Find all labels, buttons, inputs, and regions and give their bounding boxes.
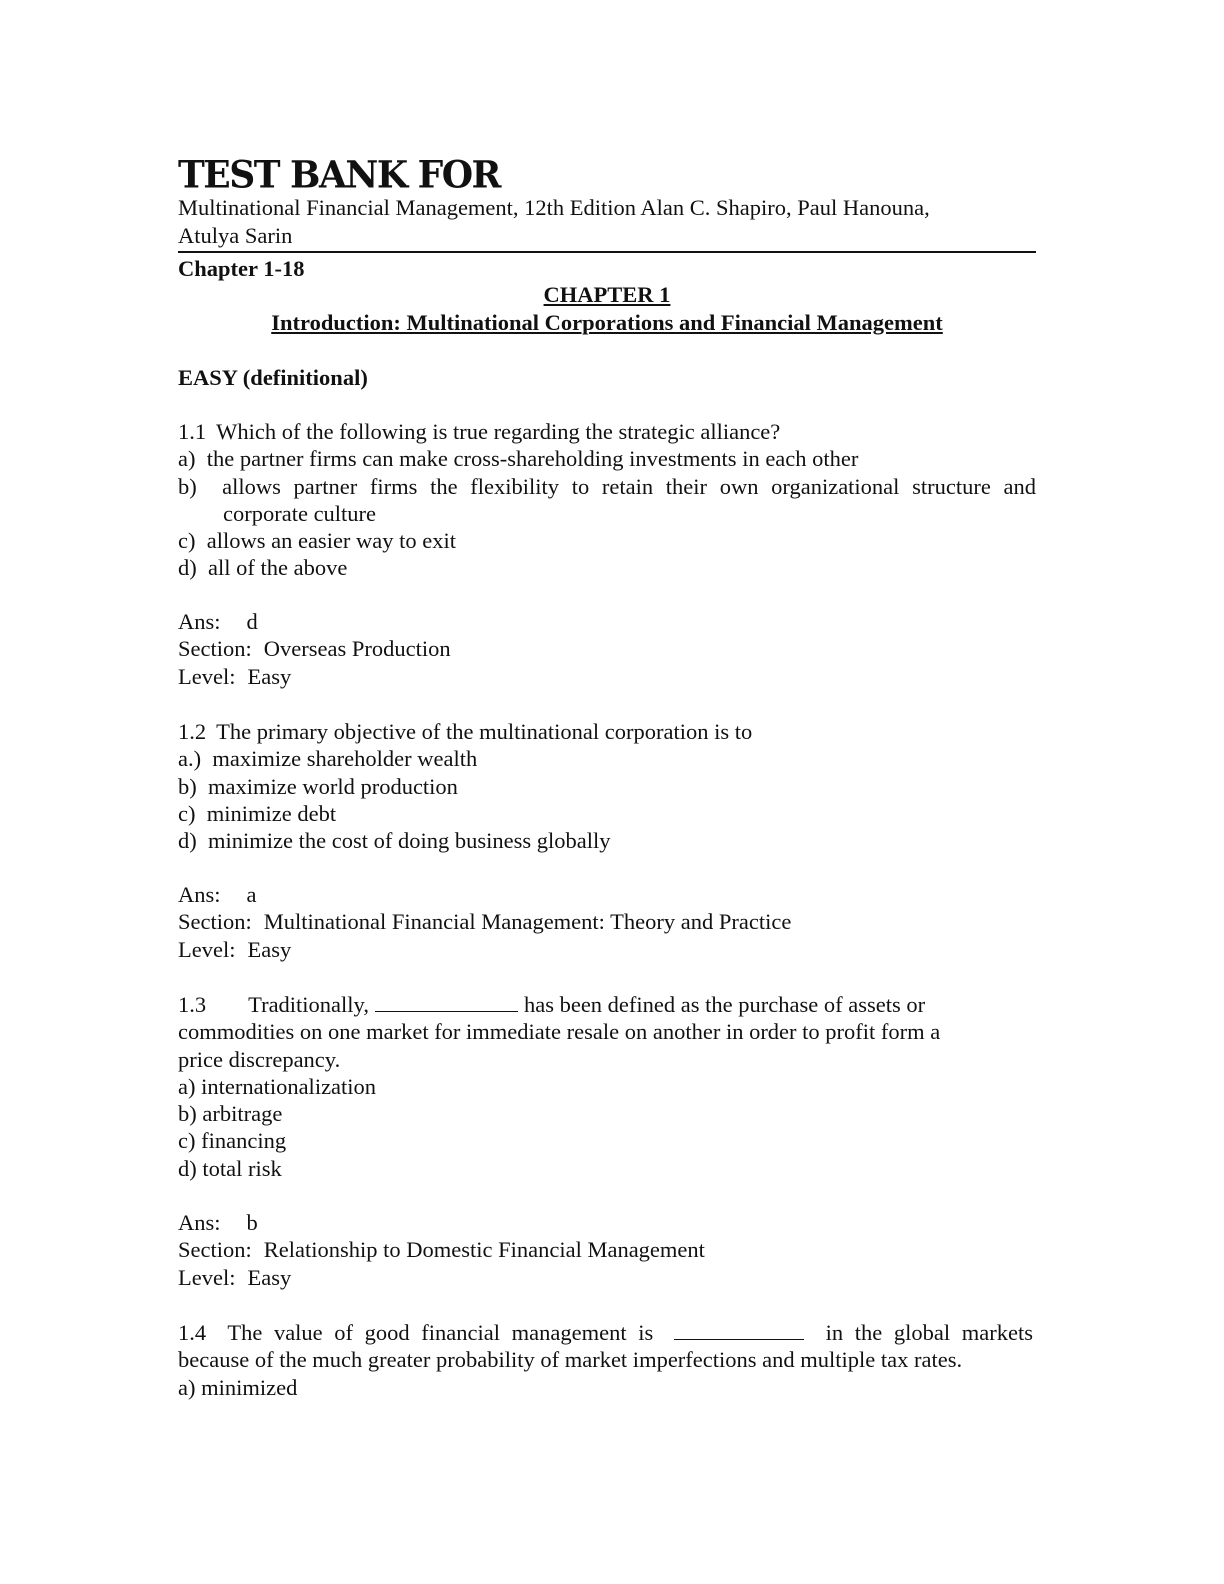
answer-line: Ans: d (178, 609, 258, 634)
answer-line: Ans: b (178, 1210, 258, 1235)
test-bank-title: TEST BANK FOR (178, 153, 500, 198)
question-number: 1.3 (178, 992, 207, 1017)
question-1-4 (178, 1319, 1036, 1401)
answer-option: a) internationalization (178, 1073, 377, 1099)
chapter-subtitle: Introduction: Multinational Corporations and Financial Management (271, 310, 943, 335)
question-number: 1.1 (178, 419, 207, 444)
answer-value: d (246, 609, 258, 634)
question-stem: 1.1 Which of the following is true regarding the strategic alliance? (178, 419, 781, 444)
answer-option: d) all of the above (178, 555, 348, 581)
question-1-2-meta (178, 881, 1036, 963)
answer-option: a.) maximize shareholder wealth (178, 746, 478, 772)
section-line: Section: Overseas Production (178, 636, 451, 662)
question-stem-line: price discrepancy. (178, 1046, 341, 1072)
fill-in-blank (375, 992, 518, 1012)
answer-line: Ans: a (178, 882, 257, 907)
answer-option: d) total risk (178, 1155, 282, 1181)
book-citation-line-2: Atulya Sarin (178, 223, 293, 248)
section-line: Section: Multinational Financial Management: Theory and Practice (178, 909, 792, 935)
question-stem: 1.3 Traditionally, has been defined as the purchase of assets or (178, 992, 926, 1017)
answer-option: c) minimize debt (178, 800, 337, 826)
answer-option: a) the partner firms can make cross-shareholding investments in each other (178, 446, 859, 472)
answer-value: b (246, 1210, 258, 1235)
answer-option: c) financing (178, 1128, 287, 1154)
level-value: Easy (247, 663, 292, 689)
chapter-heading: CHAPTER 1 (543, 282, 671, 307)
question-1-1-meta (178, 608, 1036, 690)
answer-option-continuation: corporate culture (223, 500, 377, 526)
answer-option: b) allows partner firms the flexibility to retain their own organizational structure and (178, 473, 1036, 499)
header-divider (178, 251, 1036, 253)
answer-option: b) arbitrage (178, 1101, 283, 1127)
question-stem-line: because of the much greater probability of market imperfections and multiple tax rates. (178, 1347, 963, 1373)
question-stem: 1.4 The value of good financial management is in the global markets (178, 1320, 1033, 1345)
answer-option: a) minimized (178, 1374, 298, 1400)
section-value: Multinational Financial Management: Theory and Practice (263, 909, 792, 935)
difficulty-heading: EASY (definitional) (178, 365, 368, 390)
level-value: Easy (247, 1264, 292, 1290)
question-1-3-meta (178, 1209, 1036, 1291)
question-number: 1.2 (178, 719, 207, 744)
question-stem-line: commodities on one market for immediate resale on another in order to profit form a (178, 1019, 941, 1045)
book-citation-line-1: Multinational Financial Management, 12th Edition Alan C. Shapiro, Paul Hanouna, (178, 195, 930, 220)
level-line: Level: Easy (178, 936, 292, 962)
section-value: Relationship to Domestic Financial Management (263, 1237, 705, 1263)
question-number: 1.4 (178, 1320, 207, 1345)
question-1-2 (178, 718, 1036, 854)
level-line: Level: Easy (178, 663, 292, 689)
answer-option: d) minimize the cost of doing business globally (178, 828, 611, 854)
question-1-3 (178, 991, 1036, 1182)
answer-value: a (246, 882, 257, 907)
fill-in-blank (674, 1320, 804, 1340)
chapter-range: Chapter 1-18 (178, 256, 305, 281)
answer-option: c) allows an easier way to exit (178, 528, 457, 554)
question-1-1 (178, 418, 1036, 582)
level-line: Level: Easy (178, 1264, 292, 1290)
book-citation (178, 194, 998, 250)
answer-option: b) maximize world production (178, 773, 458, 799)
question-stem: 1.2 The primary objective of the multinational corporation is to (178, 719, 753, 744)
section-value: Overseas Production (263, 636, 451, 662)
section-line: Section: Relationship to Domestic Financial Management (178, 1237, 705, 1263)
level-value: Easy (247, 936, 292, 962)
